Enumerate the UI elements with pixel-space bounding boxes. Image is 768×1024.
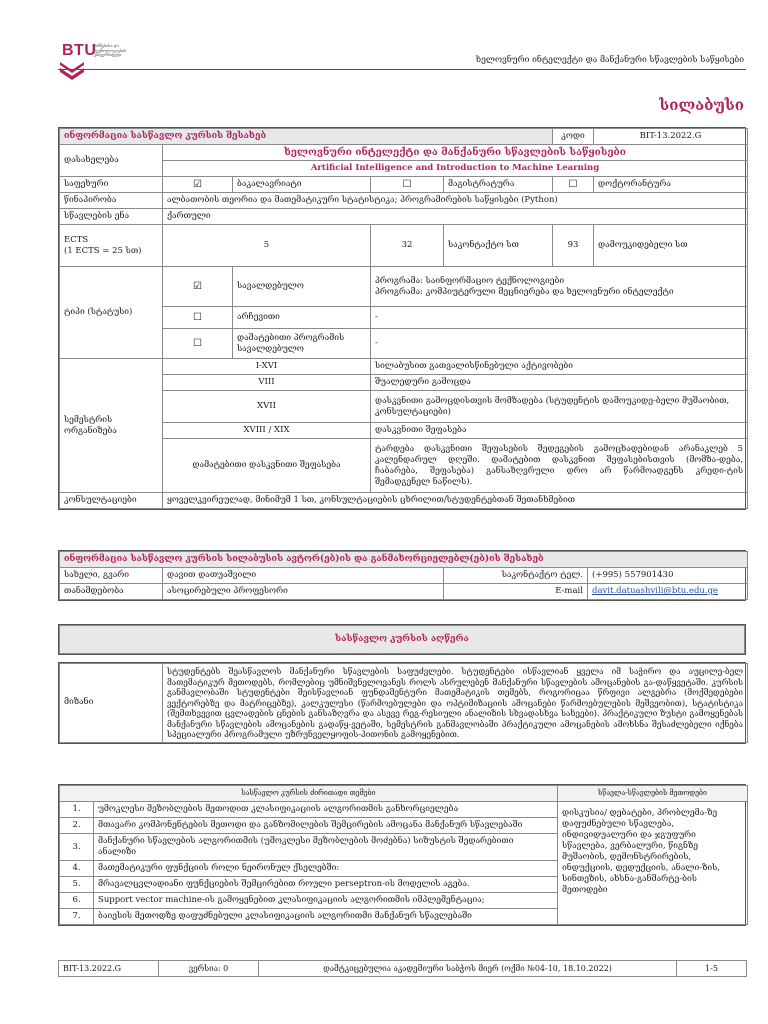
author-name-label: სახელი, გვარი [60, 568, 163, 584]
type-additional: დამატებითი პროგრამის სავალდებულო [233, 329, 371, 359]
type-label: ტიპი (სტატუსი) [60, 267, 163, 359]
type-desc-line: პროგრამა: საინფორმაციო ტექნოლოგიები [375, 275, 565, 286]
topic-number: 7. [60, 909, 94, 925]
type-checkbox-mandatory: ☑ [163, 267, 233, 307]
level-checkbox-doctoral: ☐ [553, 177, 594, 193]
level-checkbox-bachelor: ☑ [163, 177, 233, 193]
course-name-ka: ხელოვნური ინტელექტი და მანქანური სწავლების საწყისები [163, 145, 748, 161]
semester-desc: სილაბუსით გათვალისწინებული აქტივობები [371, 359, 748, 375]
topic-number: 3. [60, 834, 94, 861]
type-additional-desc: - [371, 329, 748, 359]
code-value: BIT-13.2022.G [594, 129, 748, 145]
type-mandatory: სავალდებულო [233, 267, 371, 307]
semester-week: VIII [163, 375, 371, 391]
type-checkbox-elective: ☐ [163, 307, 233, 329]
description-header-box [58, 624, 746, 655]
topic-number: 1. [60, 802, 94, 818]
methods-text: დისკუსია/ დებატები, პრობლემა-ზე დაფუძნებული სწავლება, ინდივიდუალური და ჯგუფური სწავლება, ვერბალური, წიგნზე მუშაობის, დემონსტრირების, ინდუქციის, დედუქციის, ანალი-ზის, სინთეზის, ახსნა-განმარტე-ბის მეთოდები [558, 802, 748, 925]
topic-number: 2. [60, 818, 94, 834]
course-name-en: Artificial Intelligence and Introduction to Machine Learning [163, 161, 748, 177]
footer-code: BIT-13.2022.G [59, 961, 159, 977]
goal-label: მიზანი [60, 664, 163, 743]
semester-week: დამატებითი დასკვნითი შეფასება [163, 439, 371, 493]
type-desc-line: პროგრამა: კომპიუტერული მეცნიერება და ხელოვნური ინტელექტი [375, 286, 674, 297]
topic-text: მრავალცვლადიანი ფუნქციების შემცირებით როული perseptron-ის მოდელის აგება. [94, 877, 558, 893]
code-label: კოდი [553, 129, 594, 145]
description-header: სასწავლო კურსის აღწერა [60, 626, 745, 654]
ects-value: 5 [163, 225, 371, 267]
footer-page-number: 1-5 [677, 961, 747, 977]
author-info-section [58, 550, 746, 601]
position-label: თანამდებობა [60, 584, 163, 600]
phone-label: საკონტაქტო ტელ. [444, 568, 588, 584]
consult-value: ყოველკვირეულად, მინიმუმ 1 სთ, კონსულტაციების ცხრილით/სტუდენტებთან შეთანხმებით [163, 493, 748, 509]
author-info-header: ინფორმაცია სასწავლო კურსის სილაბუსის ავტორ(ებ)ის და განმახორციელებლ(ებ)ის შესახებ [60, 552, 748, 568]
topic-text: უმოკლესი მეზობლების მეთოდით კლასიფიკაციის ალგორითმის განხორციელება [94, 802, 558, 818]
methods-header: სწავლა-სწავლების მეთოდები [558, 786, 748, 802]
topic-number: 4. [60, 861, 94, 877]
level-doctoral: დოქტორანტურა [594, 177, 748, 193]
topic-number: 5. [60, 877, 94, 893]
ects-label: ECTS [64, 234, 89, 245]
goal-table [59, 663, 748, 743]
logo-text: BTU [62, 42, 97, 59]
prereq-value: ალბათობის თეორია და მათემატიკური სტატისტიკა; პროგრამირების საწყისები (Python) [163, 193, 748, 209]
email-cell [588, 584, 748, 600]
goal-text: სტუდენტებს შეასწავლოს მანქანური სწავლების საფუძვლები. სტუდენტები ისწავლიან ყველა იმ საჭირო და აუცილე-ბელ მათემატიკურ მეთოდებს, რომლებიც უმნიშვნელოვანეს როლს ასრულებენ მანქანური სწავლების ამოცანების გა-დაწყვეტაში. კურსის განმავლობაში სტუდენტები შეისწავლიან ფუნდამენტური მათემატიკის თემებს, როგორიცაა წრფივი ალგებრა (მოქმედებები ვექტორებზე და მატრიცებზე), კალკულუსი (წარმოებულები და ოპტიმიზაციის ამოცანები წარმოებულების მეშვეობით), სტატისტიკა (შემთხვევით ცვლადების ცნების განსაზღვრა და ასევე რეგ-რესიული ანალიზის სხვადასხვა სახეები). პრაქტიკული ზუსტი გამოყენებას მანქანური სწავლების ამოცანების გადაწყ-ვეტაში, სემესტრის განმავლობაში პრაქტიკული ამოცანების ამოხსნა შესაძლებელი იქნება სპეციალური პროგრამული უზრუნველყოფის-პითონის გამოყენებით. [163, 664, 748, 743]
running-title: ხელოვნური ინტელექტი და მანქანური სწავლების საწყისები [475, 55, 744, 65]
goal-section [58, 662, 746, 744]
level-bachelor: ბაკალავრიატი [233, 177, 371, 193]
contact-hours-label: საკონტაქტო სთ [444, 225, 553, 267]
semester-desc: დასკვნითი გამოცდისთვის მომზადება (სტუდენტის დამოუკიდე-ბელი მუშაობით, კონსულტაციები) [371, 391, 748, 423]
topic-text: Support vector machine-ის გამოყენებით კლასიფიკაციის ალგორითმის იმპლემენტაცია; [94, 893, 558, 909]
course-info-header: ინფორმაცია სასწავლო კურსის შესახებ [60, 129, 553, 145]
ects-label-cell [60, 225, 163, 267]
semester-desc: დასკვნითი შეფასება [371, 423, 748, 439]
name-label: დასახელება [60, 145, 163, 177]
topic-text: მათემატიკური ფუნქციის როლი ნეირონულ ქსელებში: [94, 861, 558, 877]
topics-table [59, 785, 748, 925]
header-divider [58, 69, 746, 70]
position-value: ასოცირებული პროფესორი [163, 584, 444, 600]
type-checkbox-additional: ☐ [163, 329, 233, 359]
prereq-label: წინაპირობა [60, 193, 163, 209]
independent-hours: 93 [553, 225, 594, 267]
page-footer [58, 960, 746, 977]
footer-table [58, 960, 747, 977]
logo-subtext: ბიზნესისა და ტექნოლოგიების უნივერსიტეტი [94, 43, 126, 57]
language-value: ქართული [163, 209, 748, 225]
course-info-table [59, 128, 748, 509]
contact-hours: 32 [371, 225, 444, 267]
level-label: საფეხური [60, 177, 163, 193]
description-header-table [59, 625, 745, 654]
topic-text: მთავარი კომპონენტების მეთოდი და განზომილების შემცირების ამოცანა მანქანურ სწავლებაში [94, 818, 558, 834]
course-info-section [58, 127, 746, 510]
semester-desc: ტარდება დასკვნითი შეფასების შედეგების გამოცხადებიდან არანაკლებ 5 კალენდარულ დღეში. დამატებით დასკვნით შეფასებისთვის (მომზა-დება, ჩაბარება, შეფასება) განსაზღვრული დრო არ წარმოადგენს კრედი-ტის შემადგენელ ნაწილს). [371, 439, 748, 493]
semester-desc: შუალედური გამოცდა [371, 375, 748, 391]
level-checkbox-master: ☐ [371, 177, 444, 193]
topic-text: ბაიესის მეთოდზე დაფუძნებული კლასიფიკაციის ალგორითმი მანქანურ სწავლებაში [94, 909, 558, 925]
language-label: სწავლების ენა [60, 209, 163, 225]
type-elective: არჩევითი [233, 307, 371, 329]
topics-section [58, 784, 746, 926]
semester-week: I-XVI [163, 359, 371, 375]
type-elective-desc: - [371, 307, 748, 329]
author-info-table [59, 551, 748, 600]
topics-header: სასწავლო კურსის ძირითადი თემები [60, 786, 558, 802]
ects-note: (1 ECTS = 25 სთ) [64, 245, 142, 256]
topic-number: 6. [60, 893, 94, 909]
semester-week: XVIII / XIX [163, 423, 371, 439]
author-name: დავით დათუაშვილი [163, 568, 444, 584]
consult-label: კონსულტაციები [60, 493, 163, 509]
semester-week: XVII [163, 391, 371, 423]
phone-value: (+995) 557901430 [588, 568, 748, 584]
footer-approval: დამტკიცებულია აკადემიური საბჭოს მიერ (ოქმი №04-10, 18.10.2022) [259, 961, 677, 977]
email-link[interactable]: davit.datuashvili@btu.edu.ge [592, 586, 719, 596]
type-mandatory-desc [371, 267, 748, 307]
page-title: სილაბუსი [659, 96, 744, 114]
semester-label: სემესტრის ორგანიზება [60, 359, 163, 493]
level-master: მაგისტრატურა [444, 177, 553, 193]
footer-version: ვერსია: 0 [159, 961, 259, 977]
email-label: E-mail [444, 584, 588, 600]
independent-hours-label: დამოუკიდებელი სთ [594, 225, 748, 267]
topic-text: მანქანური სწავლების ალგორითმის (უმოკლესი მეზობლების მოძებნა) სიზუსტის შედარებითი ანალიზი [94, 834, 558, 861]
